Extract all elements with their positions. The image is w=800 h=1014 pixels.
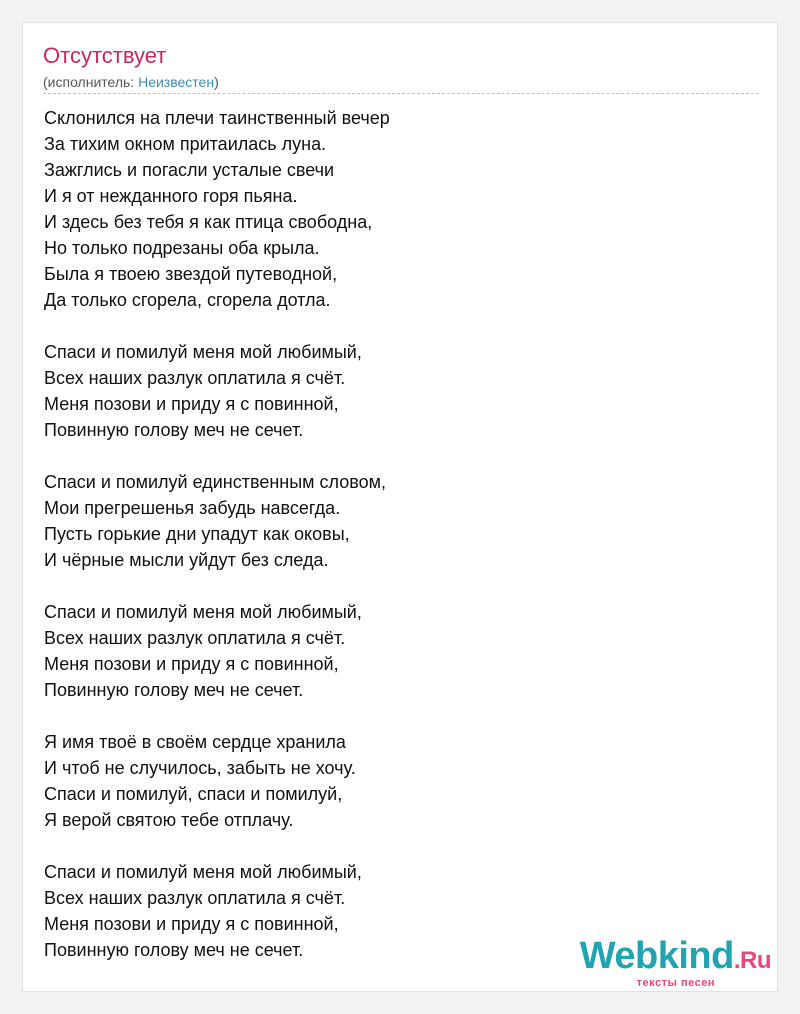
lyrics-line: Была я твоею звездой путеводной, — [44, 264, 338, 284]
lyrics-line: Да только сгорела, сгорела дотла. — [44, 290, 331, 310]
lyrics-line: Спаси и помилуй меня мой любимый, — [44, 862, 362, 882]
artist-line — [43, 73, 219, 91]
lyrics-line: Повинную голову меч не сечет. — [44, 420, 304, 440]
lyrics-line: Склонился на плечи таинственный вечер — [44, 108, 390, 128]
artist-link[interactable]: Неизвестен — [138, 74, 215, 90]
lyrics-line: За тихим окном притаилась луна. — [44, 134, 327, 154]
lyrics-stanza — [44, 729, 744, 833]
lyrics-line: Я имя твоё в своём сердце хранила — [44, 732, 346, 752]
site-logo[interactable] — [580, 936, 771, 989]
lyrics-line: И я от нежданного горя пьяна. — [44, 186, 298, 206]
lyrics-line: И чёрные мысли уйдут без следа. — [44, 550, 329, 570]
song-title: Отсутствует — [43, 43, 167, 68]
divider — [43, 93, 759, 94]
lyrics-line: И здесь без тебя я как птица свободна, — [44, 212, 373, 232]
lyrics-stanza — [44, 599, 744, 703]
lyrics-line: Зажглись и погасли усталые свечи — [44, 160, 335, 180]
lyrics-card — [22, 22, 778, 992]
logo-tagline: тексты песен — [636, 977, 715, 989]
lyrics-stanza — [44, 469, 744, 573]
lyrics-stanza — [44, 339, 744, 443]
logo-brand — [580, 936, 771, 981]
lyrics-line: Всех наших разлук оплатила я счёт. — [44, 888, 346, 908]
lyrics-stanza — [44, 105, 744, 313]
lyrics-line: Пусть горькие дни упадут как оковы, — [44, 524, 350, 544]
lyrics-line: Я верой святою тебе отплачу. — [44, 810, 294, 830]
lyrics-line: Спаси и помилуй, спаси и помилуй, — [44, 784, 343, 804]
lyrics-line: И чтоб не случилось, забыть не хочу. — [44, 758, 356, 778]
lyrics-line: Повинную голову меч не сечет. — [44, 940, 304, 960]
artist-suffix: ) — [214, 74, 219, 90]
lyrics-line: Повинную голову меч не сечет. — [44, 680, 304, 700]
lyrics-line: Меня позови и приду я с повинной, — [44, 914, 339, 934]
lyrics-line: Но только подрезаны оба крыла. — [44, 238, 320, 258]
lyrics-line: Спаси и помилуй единственным словом, — [44, 472, 386, 492]
lyrics-line: Меня позови и приду я с повинной, — [44, 394, 339, 414]
lyrics-line: Всех наших разлук оплатила я счёт. — [44, 368, 346, 388]
lyrics-line: Мои прегрешенья забудь навсегда. — [44, 498, 341, 518]
lyrics-text — [44, 105, 744, 963]
lyrics-line: Спаси и помилуй меня мой любимый, — [44, 602, 362, 622]
logo-name: Webkind — [579, 935, 734, 977]
lyrics-line: Спаси и помилуй меня мой любимый, — [44, 342, 362, 362]
lyrics-line: Всех наших разлук оплатила я счёт. — [44, 628, 346, 648]
artist-prefix: (исполнитель: — [43, 74, 139, 90]
lyrics-line: Меня позови и приду я с повинной, — [44, 654, 339, 674]
logo-tld: .Ru — [733, 947, 771, 974]
